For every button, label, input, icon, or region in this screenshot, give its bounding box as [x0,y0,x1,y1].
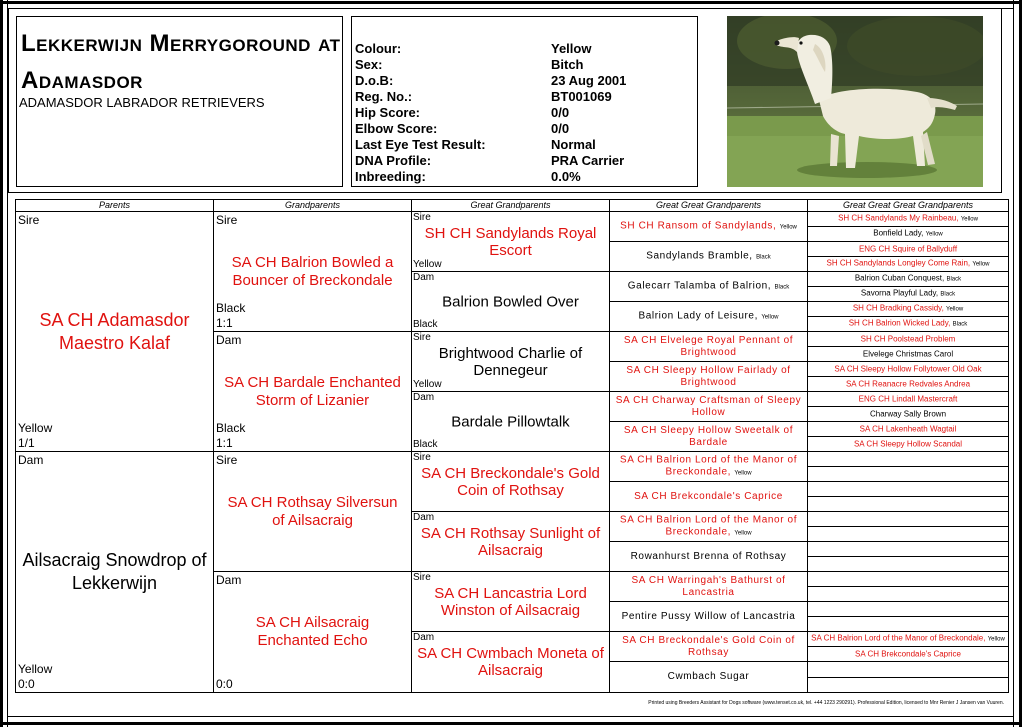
great-great-grandparent-colour: Yellow [734,530,752,537]
dog-name: Lekkerwijn Merrygoround at Adamasdor [21,30,341,94]
ggg-grandparent-name: SA CH Balrion Lord of the Manor of Breckondale, [811,633,986,643]
parent-score: 0:0 [18,677,35,691]
ggg-grandparent-cell [808,557,1009,572]
inbreeding-label: Inbreeding: [355,169,426,184]
kennel-name: ADAMASDOR LABRADOR RETRIEVERS [19,95,265,110]
border-left-outer [0,0,3,727]
great-great-grandparent-text [610,395,807,419]
ggg-grandparent-name: ENG CH Lindall Mastercraft [858,394,958,404]
ggg-grandparent-name: SA CH Lakenheath Wagtail [859,424,957,434]
great-great-grandparent-name: Pentire Pussy Willow of Lancastria [621,610,796,622]
inbreeding-value: 0.0% [551,169,581,184]
ggg-grandparent-text [808,245,1008,254]
great-great-grandparent-name: Galecarr Talamba of Balrion, [627,280,772,292]
great-great-grandparent-cell [610,662,808,693]
sex-label: Sex: [355,57,383,72]
ggg-grandparent-cell [808,572,1009,587]
great-great-grandparent-cell [610,212,808,242]
ggg-grandparent-text [808,395,1008,404]
great-great-grandparent-cell [610,542,808,572]
great-grandparent-cell [412,452,610,512]
ggg-grandparent-name: SA CH Reanacre Redvales Andrea [845,379,971,389]
great-great-grandparent-cell [610,302,808,332]
ggg-grandparent-name: Balrion Cuban Conquest, [854,273,945,283]
great-great-grandparent-name: SH CH Ransom of Sandylands, [620,220,777,232]
eye-row [355,137,695,153]
grandparent-colour: Black [216,421,246,436]
great-grandparent-cell [412,212,610,272]
great-grandparent-role-label: Dam [413,632,435,644]
ggg-grandparent-cell [808,617,1009,632]
ggg-grandparent-cell [808,677,1009,693]
great-great-grandparent-text [610,365,807,389]
great-grandparent-colour: Yellow [413,379,442,391]
great-grandparent-name: SA CH Lancastria Lord Winston of Ailsacraig [434,584,587,619]
great-great-grandparent-text [610,551,807,563]
great-great-grandparent-colour: Black [774,284,790,291]
grandparent-cell [214,452,412,572]
ggg-grandparent-cell [808,347,1009,362]
great-great-grandparent-name: SA CH Balrion Lord of the Manor of Breckondale, [619,454,798,478]
ggg-grandparent-cell [808,647,1009,662]
great-grandparent-cell [412,332,610,392]
dog-details-panel [351,16,698,187]
great-great-grandparent-cell [610,482,808,512]
grandparent-role-label: Sire [216,453,238,468]
parent-role-label: Dam [18,453,44,468]
border-bottom-outer [0,722,1022,725]
great-great-grandparent-name: SA CH Sleepy Hollow Fairlady of Brightwood [626,364,791,388]
ggg-grandparent-cell [808,467,1009,482]
ggg-grandparent-colour: Yellow [925,231,943,238]
great-great-grandparent-cell [610,332,808,362]
parent-score: 1/1 [18,436,35,451]
great-great-grandparent-cell [610,392,808,422]
pedigree-table [15,199,1009,693]
ggg-grandparent-text [808,380,1008,389]
great-great-grandparent-cell [610,452,808,482]
dob-value: 23 Aug 2001 [551,73,627,88]
great-great-grandparent-text [610,575,807,599]
grandparent-score: 1:1 [216,316,233,331]
ggg-grandparent-cell [808,362,1009,377]
parent-name: SA CH Adamasdor Maestro Kalaf [39,309,190,353]
ggg-grandparent-cell [808,302,1009,317]
great-grandparent-name: Brightwood Charlie of Dennegeur [438,344,583,379]
grandparent-colour: Black [216,301,246,316]
ggg-grandparent-text [808,365,1008,374]
great-great-grandparent-cell [610,422,808,452]
great-grandparent-cell [412,512,610,572]
ggg-grandparent-cell [808,392,1009,407]
ggg-grandparent-colour: Black [940,291,956,298]
parent-cell-dam [16,452,214,693]
great-grandparent-role-label: Dam [413,512,435,524]
dna-row [355,153,695,169]
header-rule-right [1001,8,1002,192]
ggg-grandparent-name: SA CH Sleepy Hollow Follytower Old Oak [834,364,982,374]
elbow-label: Elbow Score: [355,121,438,136]
great-great-grandparent-text [610,514,807,539]
ggg-grandparent-cell [808,527,1009,542]
eye-label: Last Eye Test Result: [355,137,486,152]
ggg-grandparent-cell [808,422,1009,437]
ggg-grandparent-cell [808,257,1009,272]
ggg-grandparent-colour: Yellow [972,261,990,268]
ggg-grandparent-cell [808,377,1009,392]
grandparent-name: SA CH Balrion Bowled a Bouncer of Breckondale [231,253,394,289]
great-grandparent-role-label: Sire [413,212,431,224]
header-great-grandparents: Great Grandparents [412,200,610,212]
hip-label: Hip Score: [355,105,421,120]
great-grandparent-colour: Black [413,439,438,451]
ggg-grandparent-text [808,425,1008,434]
great-great-grandparent-text [610,310,807,323]
great-great-grandparent-text [610,635,807,659]
great-grandparent-colour: Black [413,319,438,331]
great-grandparent-role-label: Dam [413,272,435,284]
ggg-grandparent-text [808,304,1008,315]
ggg-grandparent-text [808,319,1008,330]
ggg-grandparent-name: Savorna Playful Lady, [860,288,939,298]
ggg-grandparent-text [808,350,1008,359]
ggg-grandparent-cell [808,407,1009,422]
great-great-grandparent-name: Cwmbach Sugar [667,671,750,683]
great-great-grandparent-name: Sandylands Bramble, [646,250,753,262]
ggg-grandparent-name: SA CH Sleepy Hollow Scandal [853,439,963,449]
ggg-grandparent-text [808,634,1008,645]
ggg-grandparent-text [808,274,1008,285]
great-great-grandparent-text [610,491,807,503]
ggg-grandparent-cell [808,437,1009,452]
ggg-grandparent-name: SA CH Brekcondale's Caprice [854,649,962,659]
header-great-great-grandparents: Great Great Grandparents [610,200,808,212]
ggg-grandparent-text [808,289,1008,300]
great-great-grandparent-text [610,425,807,449]
great-great-grandparent-cell [610,602,808,632]
ggg-grandparent-name: SH CH Sandylands Longley Come Rain, [826,258,971,268]
ggg-grandparent-name: Bonfield Lady, [873,228,924,238]
ggg-grandparent-text [808,335,1008,344]
elbow-row [355,121,695,137]
great-great-grandparent-text [610,280,807,293]
reg-label: Reg. No.: [355,89,413,104]
header-grandparents: Grandparents [214,200,412,212]
grandparent-cell [214,572,412,693]
great-great-grandparent-name: SA CH Elvelege Royal Pennant of Brightwood [623,334,794,358]
great-great-grandparent-name: SA CH Sleepy Hollow Sweetalk of Bardale [623,424,794,448]
hip-row [355,105,695,121]
ggg-grandparent-colour: Black [946,276,962,283]
ggg-grandparent-cell [808,497,1009,512]
great-great-grandparent-name: Rowanhurst Brenna of Rothsay [630,550,787,562]
ggg-grandparent-cell [808,287,1009,302]
great-grandparent-name: SA CH Breckondale's Gold Coin of Rothsay [421,464,600,499]
ggg-grandparent-cell [808,632,1009,647]
grandparent-role-label: Sire [216,213,238,228]
great-grandparent-name: SA CH Rothsay Sunlight of Ailsacraig [420,524,601,559]
parent-cell-sire [16,212,214,452]
great-great-grandparent-name: SA CH Warringah's Bathurst of Lancastria [631,574,786,598]
great-grandparent-colour: Yellow [413,259,442,271]
border-right-inner [1013,0,1014,727]
dob-label: D.o.B: [355,73,394,88]
ggg-grandparent-colour: Black [952,321,968,328]
great-great-grandparent-cell [610,572,808,602]
great-grandparent-role-label: Dam [413,392,435,404]
border-top-inner [8,8,1014,9]
great-grandparent-name: Bardale Pillowtalk [451,413,570,431]
great-great-grandparent-name: SA CH Brekcondale's Caprice [634,490,783,502]
reg-row [355,89,695,105]
great-grandparent-name: SA CH Cwmbach Moneta of Ailsacraig [417,645,604,680]
great-grandparent-name: Balrion Bowled Over [442,293,579,311]
ggg-grandparent-cell [808,212,1009,227]
ggg-grandparent-cell [808,332,1009,347]
ggg-grandparent-name: Elvelege Christmas Carol [862,349,954,359]
great-great-grandparent-text [610,454,807,479]
grandparent-score: 0:0 [216,677,233,691]
great-great-grandparent-cell [610,272,808,302]
great-great-grandparent-cell [610,242,808,272]
colour-value: Yellow [551,41,592,56]
great-great-grandparent-cell [610,632,808,662]
great-great-grandparent-colour: Yellow [761,314,779,321]
great-great-grandparent-name: Balrion Lady of Leisure, [638,310,758,322]
border-top-outer [0,1,1022,4]
ggg-grandparent-text [808,650,1008,659]
great-great-grandparent-text [610,335,807,359]
ggg-grandparent-cell [808,587,1009,602]
grandparent-cell [214,332,412,452]
great-great-grandparent-cell [610,362,808,392]
great-grandparent-cell [412,632,610,693]
colour-label: Colour: [355,41,402,56]
great-great-grandparent-text [610,671,807,683]
ggg-grandparent-text [808,259,1008,270]
great-great-grandparent-name: SA CH Balrion Lord of the Manor of Breckondale, [619,514,798,538]
great-grandparent-name: SH CH Sandylands Royal Escort [424,224,597,259]
ggg-grandparent-cell [808,482,1009,497]
parent-name: Ailsacraig Snowdrop of Lekkerwijn [22,550,207,594]
grandparent-name: SA CH Ailsacraig Enchanted Echo [255,614,370,650]
reg-value: BT001069 [551,89,612,104]
ggg-grandparent-text [808,229,1008,240]
ggg-grandparent-name: SH CH Bradking Cassidy, [852,303,944,313]
great-great-grandparent-colour: Yellow [779,224,797,231]
ggg-grandparent-name: ENG CH Squire of Ballyduff [858,244,958,254]
great-great-grandparent-text [610,611,807,623]
ggg-grandparent-cell [808,242,1009,257]
sex-row [355,57,695,73]
great-great-grandparent-colour: Black [756,254,771,261]
grandparent-score: 1:1 [216,436,233,451]
parent-colour: Yellow [18,662,53,676]
dna-label: DNA Profile: [355,153,432,168]
great-great-grandparent-colour: Yellow [734,470,752,477]
ggg-grandparent-cell [808,317,1009,332]
ggg-grandparent-name: SH CH Sandylands My Rainbeau, [838,213,959,223]
ggg-grandparent-colour: Yellow [960,216,978,223]
border-right-outer [1019,0,1022,727]
great-great-grandparent-name: SA CH Charway Craftsman of Sleepy Hollow [615,394,802,418]
ggg-grandparent-cell [808,512,1009,527]
header-rule-left [8,8,9,192]
grandparent-role-label: Dam [216,333,242,348]
ggg-grandparent-text [808,214,1008,225]
great-great-grandparent-text [610,220,807,233]
great-grandparent-role-label: Sire [413,572,431,584]
grandparent-name: SA CH Bardale Enchanted Storm of Lizanier [224,373,401,409]
hip-value: 0/0 [551,105,570,120]
great-great-grandparent-name: SA CH Breckondale's Gold Coin of Rothsay [622,634,795,658]
parent-role-label: Sire [18,213,40,228]
border-bottom-inner [8,716,1014,717]
great-great-grandparent-cell [610,512,808,542]
dog-name-panel [16,16,343,187]
ggg-grandparent-cell [808,542,1009,557]
colour-row [355,41,695,57]
eye-value: Normal [551,137,596,152]
great-great-grandparent-text [610,250,807,263]
ggg-grandparent-name: SH CH Poolstead Problem [860,334,956,344]
ggg-grandparent-cell [808,452,1009,467]
great-grandparent-cell [412,572,610,632]
header-parents: Parents [16,200,214,212]
dog-photo [727,16,983,187]
grandparent-name: SA CH Rothsay Silversun of Ailsacraig [227,493,398,529]
grandparent-role-label: Dam [216,573,242,588]
ggg-grandparent-cell [808,602,1009,617]
ggg-grandparent-colour: Yellow [987,636,1005,643]
great-grandparent-role-label: Sire [413,452,431,464]
ggg-grandparent-name: Charway Sally Brown [869,409,947,419]
footer-note: Printed using Breeders Assistant for Dogs software (www.tenset.co.uk, tel. +44 1223 290291). Professional Edition, licensed to Mnr Renier J Jansen van Vuuren. [648,700,1004,706]
great-grandparent-cell [412,272,610,332]
elbow-value: 0/0 [551,121,570,136]
header-ggg-grandparents: Great Great Great Grandparents [808,200,1009,212]
header-rule-bottom [8,192,1002,193]
ggg-grandparent-text [808,410,1008,419]
dna-value: PRA Carrier [551,153,625,168]
ggg-grandparent-colour: Yellow [946,306,964,313]
parent-colour: Yellow [18,421,53,436]
ggg-grandparent-text [808,440,1008,449]
great-grandparent-role-label: Sire [413,332,431,344]
ggg-grandparent-cell [808,227,1009,242]
great-grandparent-cell [412,392,610,452]
grandparent-cell [214,212,412,332]
inbreeding-row [355,169,695,185]
ggg-grandparent-cell [808,272,1009,287]
ggg-grandparent-cell [808,662,1009,677]
ggg-grandparent-name: SH CH Balrion Wicked Lady, [848,318,951,328]
dob-row [355,73,695,89]
sex-value: Bitch [551,57,584,72]
